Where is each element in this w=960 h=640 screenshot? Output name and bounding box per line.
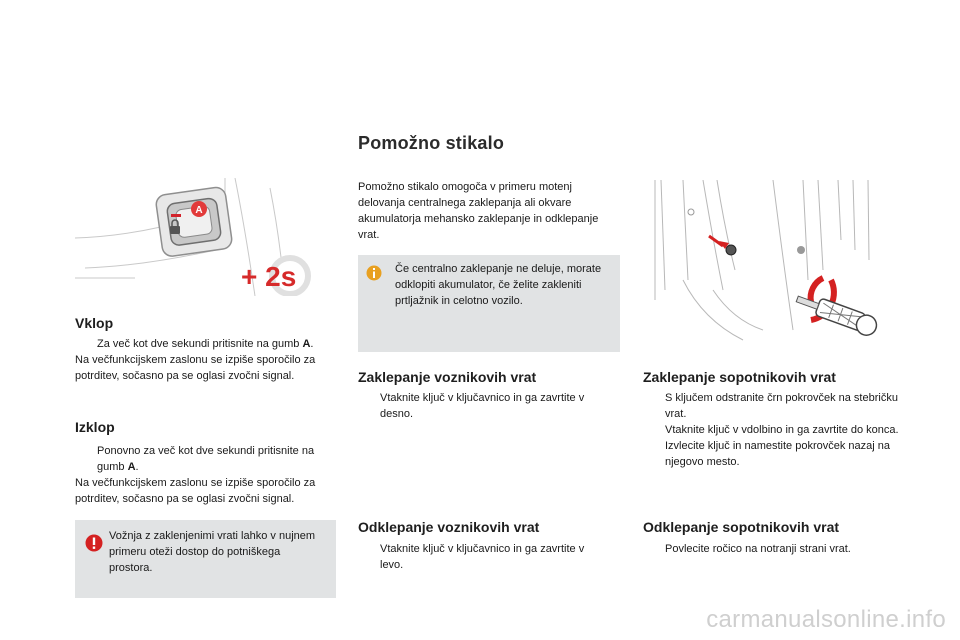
odklepanje-sopotnik-bullets	[643, 541, 905, 557]
list-item: Za več kot dve sekundi pritisnite na gumb A.	[97, 338, 314, 350]
izklop-text: Na večfunkcijskem zaslonu se izpiše sporočilo za potrditev, sočasno pa se oglasi zvočni signal.	[75, 477, 316, 505]
intro-text: Pomožno stikalo omogoča v primeru motenj delovanja centralnega zaklepanja ali okvare akumulatorja mehansko zaklepanje in odklepanje vrat.	[358, 181, 599, 241]
odklepanje-sopotnik-heading: Odklepanje sopotnikovih vrat	[643, 519, 840, 535]
list-item: Ponovno za več kot dve sekundi pritisnite na gumb A.	[97, 445, 315, 473]
duration-label: + 2s	[241, 261, 297, 292]
vklop-heading: Vklop	[75, 315, 114, 331]
info-icon	[366, 265, 382, 281]
button-a-ref: A	[127, 461, 136, 473]
zaklepanje-sopotnik-heading: Zaklepanje sopotnikovih vrat	[643, 369, 836, 385]
odklepanje-voznik-bullets	[358, 541, 608, 573]
button-a-ref: A	[302, 338, 311, 350]
list-item: Vtaknite ključ v vdolbino in ga zavrtite do konca.	[665, 424, 899, 436]
list-item: Povlecite ročico na notranji strani vrat.	[665, 543, 851, 555]
izklop-bullets	[75, 443, 337, 475]
list-item: Vtaknite ključ v ključavnico in ga zavrtite v levo.	[380, 543, 585, 571]
info-box	[358, 255, 620, 352]
info-text: Če centralno zaklepanje ne deluje, morate odklopiti akumulator, če želite zakleniti prtljažnik in celotno vozilo.	[395, 263, 602, 307]
watermark: carmanualsonline.info	[706, 606, 946, 633]
zaklepanje-voznik-heading: Zaklepanje voznikovih vrat	[358, 369, 537, 385]
zaklepanje-sopotnik-bullets	[643, 390, 905, 470]
badge-a-label: A	[195, 205, 203, 216]
list-item: Izvlecite ključ in namestite pokrovček nazaj na njegovo mesto.	[665, 440, 890, 468]
list-item: Vtaknite ključ v ključavnico in ga zavrtite v desno.	[380, 392, 585, 420]
vklop-bullets	[75, 336, 337, 352]
warning-text: Vožnja z zaklenjenimi vrati lahko v nujnem primeru oteži dostop do potniškega prostora.	[109, 530, 316, 574]
door-key-illustration	[643, 180, 905, 355]
vklop-text: Na večfunkcijskem zaslonu se izpiše sporočilo za potrditev, sočasno pa se oglasi zvočni signal.	[75, 354, 316, 382]
warning-box	[75, 520, 336, 598]
zaklepanje-voznik-bullets	[358, 390, 608, 422]
odklepanje-voznik-heading: Odklepanje voznikovih vrat	[358, 519, 540, 535]
list-item: S ključem odstranite črn pokrovček na stebričku vrat.	[665, 392, 898, 420]
warning-icon	[85, 534, 103, 552]
izklop-heading: Izklop	[75, 419, 115, 435]
page-title: Pomožno stikalo	[358, 133, 505, 153]
door-switch-illustration	[75, 178, 337, 296]
